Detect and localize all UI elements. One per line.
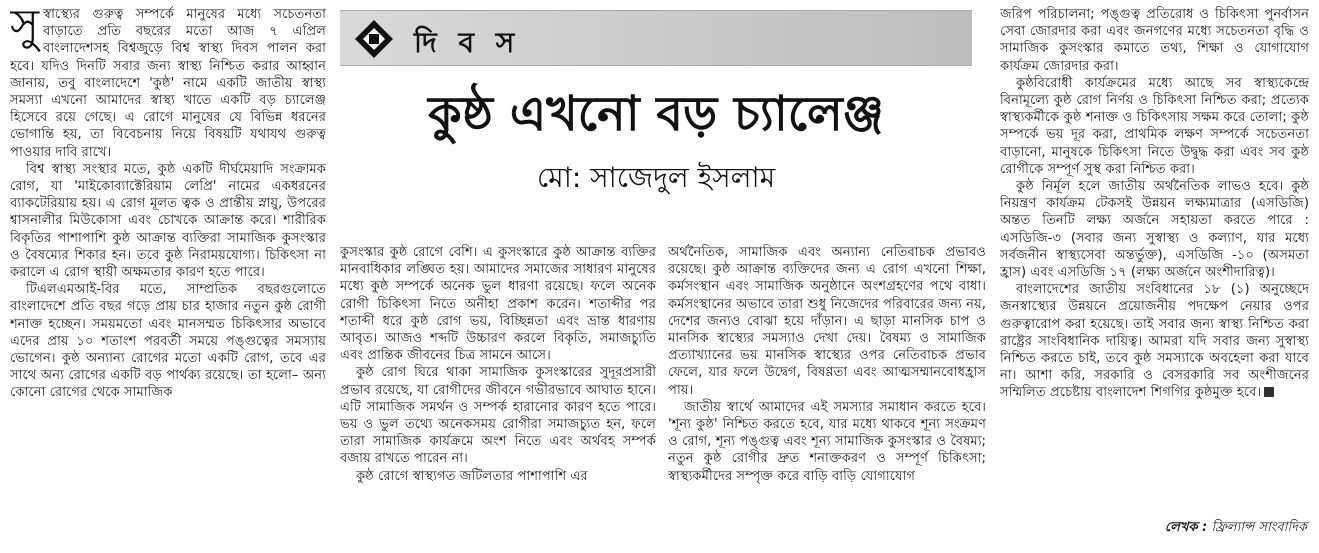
paragraph-text: স্বাস্থ্যের গুরুত্ব সম্পর্কে মানুষের মধ্যে সচেতনতা বাড়াতে প্রতি বছরের মতো আজ ৭ এপ্রিল বাংলাদেশসহ বিশ্বজুড়ে বিশ্ব স্বাস্থ্য দিবস পালন করা হবে। যদিও দিনটি সবার জন্য স্বাস্থ্য নিশ্চিত করার আহ্বান জানায়, তবু বাংলাদেশে 'কুষ্ঠ' নামে একটি জাতীয় স্বাস্থ্য সমস্যা এখনো আমাদের স্বাস্থ্য খাতে একটি বড় চ্যালেঞ্জ হিসেবে রয়ে গেছে। এ রোগে মানুষের যে বিভিন্ন ধরনের ভোগান্তি হয়, তা বিবেচনায় নিয়ে বিষয়টি যথাযথ গুরুত্ব পাওয়ার দাবি রাখে। bbox=[10, 7, 326, 160]
author-line bbox=[1165, 518, 1307, 539]
article-column-1 bbox=[10, 6, 326, 546]
paragraph: কুষ্ঠ রোগ ঘিরে থাকা সামাজিক কুসংস্কারের সুদূরপ্রসারী প্রভাব রয়েছে, যা রোগীদের জীবনে গভীরভাবে আঘাত হানে। এটি সামাজিক সমর্থন ও সম্পর্ক হারানোর কারণ হতে পারে। ভয় ও ভুল তথ্যে অনেকসময় রোগীরা সমাজচ্যুত হন, ফলে তারা সামাজিক কার্যক্রমে অংশ নিতে এবং অর্থবহ সম্পর্ক বজায় রাখতে পারেন না। bbox=[340, 365, 656, 467]
paragraph bbox=[10, 6, 326, 161]
section-label: দি ব স bbox=[414, 26, 521, 59]
section-banner bbox=[340, 10, 972, 66]
paragraph: কুষ্ঠ নির্মূল হলে জাতীয় অর্থনৈতিক লাভও হবে। কুষ্ঠ নিয়ন্ত্রণ কার্যক্রম টেকসই উন্নয়ন লক্ষ্যমাত্রার (এসডিজি) অন্তত তিনটি লক্ষ্য অর্জনে সহায়তা করতে পারে : এসডিজি-৩ (সবার জন্য সুস্বাস্থ্য ও কল্যাণ, যার মধ্যে সর্বজনীন স্বাস্থ্যসেবা অন্তর্ভুক্ত), এসডিজি -১০ (অসমতা হ্রাস) এবং এসডিজি ১৭ (লক্ষ্য অর্জনে অংশীদারিত্ব)। bbox=[1000, 179, 1309, 281]
paragraph: কুষ্ঠবিরোধী কার্যক্রমের মধ্যে আছে সব স্বাস্থ্যকেন্দ্রে বিনামূল্যে কুষ্ঠ রোগ নির্ণয় ও চিকিৎসা নিশ্চিত করা; প্রত্যেক স্বাস্থ্যকর্মীকে কুষ্ঠ শনাক্ত ও চিকিৎসায় সক্ষম করে তোলা; কুষ্ঠ সম্পর্কে ভয় দূর করা, প্রাথমিক লক্ষণ সম্পর্কে সচেতনতা বাড়ানো, মানুষকে চিকিৎসা নিতে উদ্বুদ্ধ করা এবং সব কুষ্ঠ রোগীকে সম্পূর্ণ সুস্থ করা নিশ্চিত করা। bbox=[1000, 75, 1309, 177]
article-column-4 bbox=[1000, 6, 1309, 546]
author-label: লেখক : bbox=[1164, 520, 1208, 535]
paragraph-text: বাংলাদেশের জাতীয় সংবিধানের ১৮ (১) অনুচ্ছেদে জনস্বাস্থ্যের উন্নয়নে প্রয়োজনীয় পদক্ষেপ নেয়ার ওপর গুরুত্বারোপ করা হয়েছে। তাই সবার জন্য স্বাস্থ্য নিশ্চিত করা রাষ্ট্রের সাংবিধানিক দায়িত্ব। আমরা যদি সবার জন্য সুস্বাস্থ্য নিশ্চিত করতে চাই, তবে কুষ্ঠ সমস্যাকে অবহেলা করা যাবে না। আশা করি, সরকারি ও বেসরকারি সব অংশীজনের সম্মিলিত প্রচেষ্টায় বাংলাদেশ শিগগির কুষ্ঠমুক্ত হবে। bbox=[1000, 282, 1309, 401]
paragraph: কুসংস্কার কুষ্ঠ রোগে বেশি। এ কুসংস্কারে কুষ্ঠ আক্রান্ত ব্যক্তির মানবাধিকার লঙ্ঘিত হয়। আমাদের সমাজের সাধারণ মানুষের মধ্যে কুষ্ঠ সম্পর্কে অনেক ভুল ধারণা রয়েছে। ফলে অনেক রোগী চিকিৎসা নিতে অনীহা প্রকাশ করেন। শতাব্দীর পর শতাব্দী ধরে কুষ্ঠ রোগ ভয়, বিচ্ছিন্নতা এবং ভ্রান্ত ধারণায় আবৃত। আজও শব্দটি উচ্চারণ করলে বিকৃতি, সমাজচ্যুতি এবং প্রান্তিক জীবনের চিত্র সামনে আসে। bbox=[340, 245, 656, 364]
article-column-3 bbox=[668, 244, 986, 549]
paragraph: কুষ্ঠ রোগে স্বাস্থ্যগত জটিলতার পাশাপাশি এর bbox=[356, 468, 588, 484]
byline: মো: সাজেদুল ইসলাম bbox=[536, 161, 776, 194]
paragraph: বিশ্ব স্বাস্থ্য সংস্থার মতে, কুষ্ঠ একটি দীর্ঘমেয়াদি সংক্রামক রোগ, যা 'মাইকোব্যাক্টেরিয়াম লেপ্রি' নামের একধরনের ব্যাকটেরিয়ায় হয়। এ রোগ মূলত ত্বক ও প্রান্তীয় স্নায়ু, উপরের শ্বাসনালীর মিউকোসা এবং চোখকে আক্রান্ত করে। শারীরিক বিকৃতির পাশাপাশি কুষ্ঠ আক্রান্ত ব্যক্তিরা সামাজিক কুসংস্কার ও বৈষম্যের শিকার হন। তবে কুষ্ঠ নিরাময়যোগ্য। চিকিৎসা না করালে এ রোগ স্থায়ী অক্ষমতার কারণ হতে পারে। bbox=[10, 161, 326, 281]
paragraph: জরিপ পরিচালনা; পঙ্গুত্ব প্রতিরোধ ও চিকিৎসা পুনর্বাসন সেবা জোরদার করা এবং জনগণের মধ্যে সচেতনতা বৃদ্ধি ও সামাজিক কুসংস্কার কমাতে তথ্য, শিক্ষা ও যোগাযোগ কার্যক্রম জোরদার করা। bbox=[1000, 7, 1309, 74]
author-value: ফ্রিল্যান্স সাংবাদিক bbox=[1211, 520, 1307, 535]
paragraph bbox=[1000, 281, 1309, 401]
paragraph: জাতীয় স্বার্থে আমাদের এই সমস্যার সমাধান করতে হবে। 'শূন্য কুষ্ঠ' নিশ্চিত করতে হবে, যার মধ্যে থাকবে শূন্য সংক্রমণ ও রোগ, শূন্য পঙ্গুত্ব এবং শূন্য সামাজিক কুসংস্কার ও বৈষম্য; নতুন কুষ্ঠ রোগীর দ্রুত শনাক্তকরণ ও সম্পূর্ণ চিকিৎসা; স্বাস্থ্যকর্মীদের সম্পৃক্ত করে বাড়ি বাড়ি যোগাযোগ bbox=[668, 399, 986, 484]
paragraph: অর্থনৈতিক, সামাজিক এবং অন্যান্য নেতিবাচক প্রভাবও রয়েছে। কুষ্ঠ আক্রান্ত ব্যক্তিদের জন্য এ রোগ এখনো শিক্ষা, কর্মসংস্থান এবং সামাজিক অনুষ্ঠানে অংশগ্রহণের পথে বাধা। কর্মসংস্থানের অভাবে তারা শুধু নিজেদের পরিবারের জন্য নয়, দেশের জন্যও বোঝা হয়ে দাঁড়ান। এ ছাড়া মানসিক চাপ ও মানসিক স্বাস্থ্যের সমস্যাও দেখা দেয়। বৈষম্য ও সামাজিক প্রত্যাখ্যানের ভয় মানসিক স্বাস্থ্যের ওপর নেতিবাচক প্রভাব ফেলে, যার ফলে উদ্বেগ, বিষণ্ণতা এবং আত্মসম্মানবোধহ্রাস পায়। bbox=[668, 245, 986, 398]
article-column-2 bbox=[340, 244, 656, 549]
headline: কুষ্ঠ এখনো বড় চ্যালেঞ্জ bbox=[428, 86, 884, 142]
end-mark-icon bbox=[1264, 387, 1274, 397]
diamond-icon bbox=[354, 19, 394, 59]
paragraph: টিএলএমআই-বির মতে, সাম্প্রতিক বছরগুলোতে বাংলাদেশে প্রতি বছর গড়ে প্রায় চার হাজার নতুন কুষ্ঠ রোগী শনাক্ত হচ্ছেন। সময়মতো এবং মানসম্মত চিকিৎসার অভাবে এদের প্রায় ১০ শতাংশ পরবর্তী সময়ে পঙ্গুত্বের সমস্যায় ভোগেন। কুষ্ঠ অন্যান্য রোগের মতো একটি রোগ, তবে এর সাথে অন্য রোগের একটি বড় পার্থক্য রয়েছে। তা হলো– অন্য কোনো রোগের থেকে সামাজিক bbox=[10, 282, 326, 401]
drop-cap: সু bbox=[10, 6, 40, 51]
